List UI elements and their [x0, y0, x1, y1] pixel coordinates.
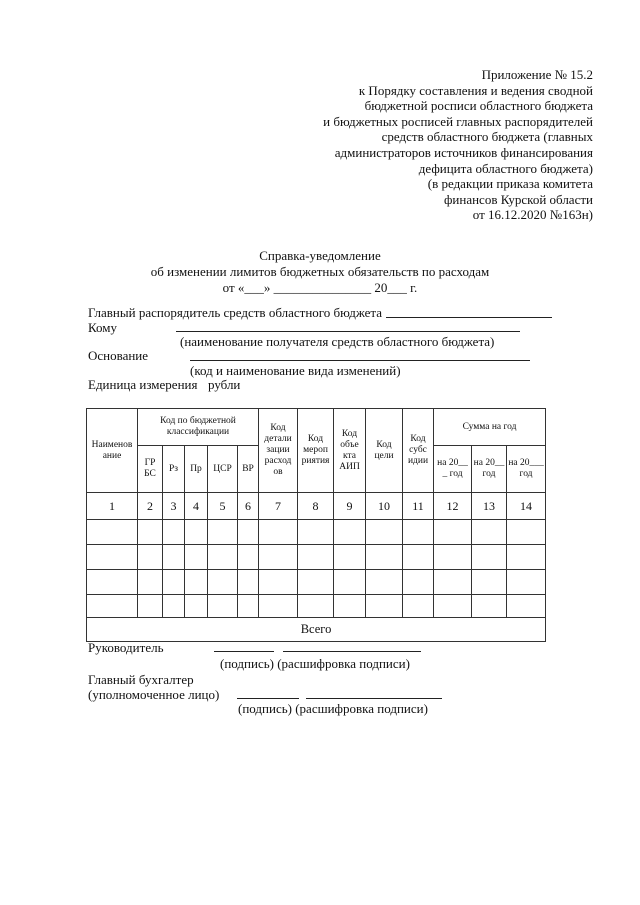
subheader-grbs: ГР БС — [138, 446, 163, 493]
to-caption: (наименование получателя средств областного бюджета) — [180, 334, 495, 349]
col-number: 2 — [138, 493, 163, 520]
col-number: 4 — [185, 493, 208, 520]
to-line — [176, 331, 520, 332]
col-number: 5 — [208, 493, 238, 520]
total-label: Всего — [87, 618, 546, 642]
document-subtitle: об изменении лимитов бюджетных обязательств по расходам — [150, 264, 490, 279]
limits-table — [86, 408, 546, 642]
main-manager-label: Главный распорядитель средств областного бюджета — [88, 305, 383, 320]
accountant-signature-line — [237, 698, 299, 699]
subheader-pr: Пр — [185, 446, 208, 493]
header-line: бюджетной росписи областного бюджета — [364, 98, 593, 114]
header-line: от 16.12.2020 №163н) — [472, 207, 593, 223]
header-line: администраторов источников финансирования — [334, 144, 593, 160]
col-number: 1 — [87, 493, 138, 520]
head-signature-line — [214, 651, 274, 652]
col-number: 7 — [259, 493, 298, 520]
col-number: 11 — [403, 493, 434, 520]
header-line: средств областного бюджета (главных — [381, 129, 593, 145]
header-event: Код мероп риятия — [298, 409, 334, 493]
unit-value: рубли — [208, 377, 241, 392]
header-goal: Код цели — [366, 409, 403, 493]
col-number: 14 — [507, 493, 546, 520]
header-line: и бюджетных росписей главных распорядителей — [323, 113, 593, 129]
header-detail: Код детали зации расход ов — [259, 409, 298, 493]
header-subsidy: Код субс идии — [403, 409, 434, 493]
col-number: 8 — [298, 493, 334, 520]
total-row — [87, 618, 546, 642]
header-line: Приложение № 15.2 — [481, 67, 593, 82]
accountant-decoding-line — [306, 698, 442, 699]
document-date: от «___» _______________ 20___ г. — [222, 280, 418, 295]
head-decoding-line — [283, 651, 421, 652]
unit-label: Единица измерения — [88, 377, 198, 392]
subheader-csr: ЦСР — [208, 446, 238, 493]
col-number: 6 — [238, 493, 259, 520]
col-number: 9 — [334, 493, 366, 520]
col-number: 10 — [366, 493, 403, 520]
table-row — [87, 520, 546, 545]
accountant-label: Главный бухгалтер — [88, 672, 194, 687]
to-label: Кому — [88, 320, 118, 335]
header-line: дефицита областного бюджета) — [418, 160, 593, 176]
table-row — [87, 545, 546, 570]
col-number: 12 — [434, 493, 472, 520]
appendix-header — [323, 67, 593, 223]
col-number: 13 — [472, 493, 507, 520]
subheader-rz: Рз — [163, 446, 185, 493]
subheader-year3: на 20___ год — [507, 446, 546, 493]
header-line: финансов Курской области — [443, 191, 593, 207]
document-title: Справка-уведомление — [259, 248, 381, 263]
accountant-sublabel: (уполномоченное лицо) — [88, 687, 220, 702]
subheader-vr: ВР — [238, 446, 259, 493]
header-sum: Сумма на год — [434, 409, 546, 446]
header-line: (в редакции приказа комитета — [427, 176, 593, 192]
head-label: Руководитель — [88, 640, 164, 655]
table-row — [87, 570, 546, 595]
header-budget-class: Код по бюджетной классификации — [138, 409, 259, 446]
basis-label: Основание — [88, 348, 149, 363]
head-caption: (подпись) (расшифровка подписи) — [220, 656, 410, 671]
table-row — [87, 595, 546, 618]
header-line: к Порядку составления и ведения сводной — [358, 82, 593, 98]
col-number: 3 — [163, 493, 185, 520]
subheader-year1: на 20__ _ год — [434, 446, 472, 493]
main-manager-line — [386, 317, 552, 318]
subheader-year2: на 20__ год — [472, 446, 507, 493]
basis-line — [190, 360, 530, 361]
header-name: Наименов ание — [87, 409, 138, 493]
accountant-caption: (подпись) (расшифровка подписи) — [238, 701, 428, 716]
header-aip: Код объе кта АИП — [334, 409, 366, 493]
basis-caption: (код и наименование вида изменений) — [190, 363, 401, 378]
